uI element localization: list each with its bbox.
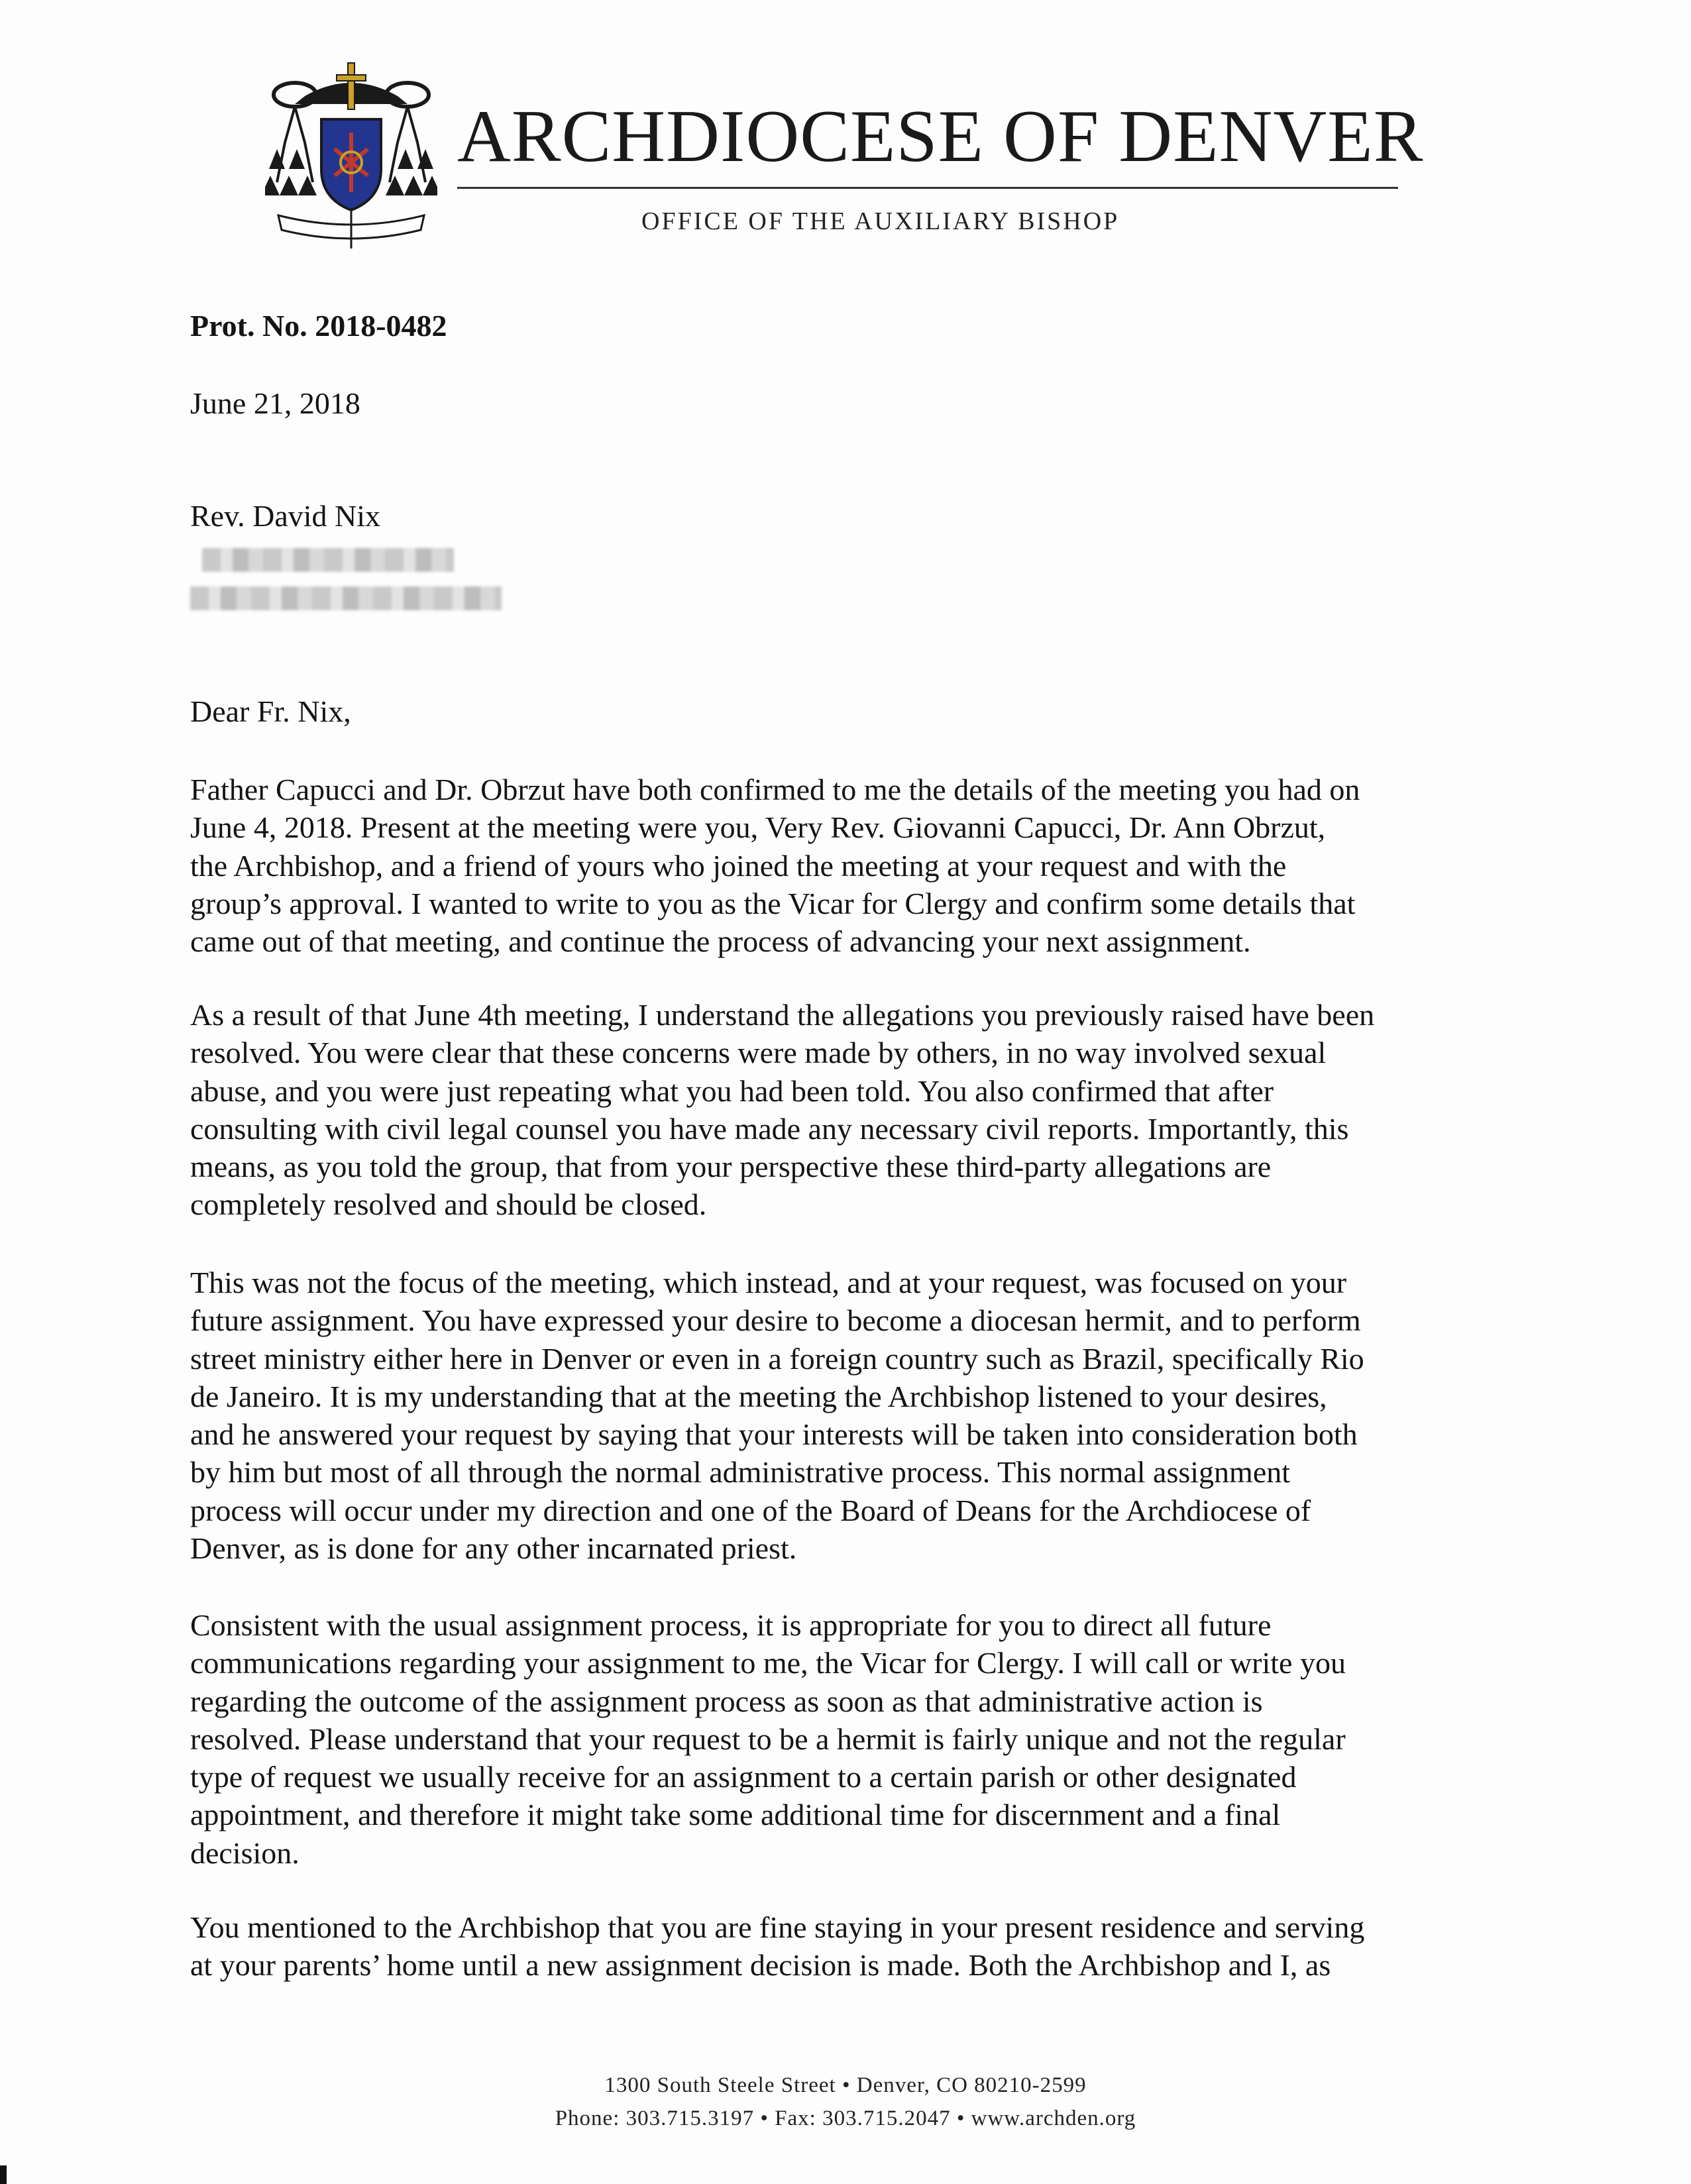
paragraph-line: process will occur under my direction and one of the Board of Deans for the Archdiocese of bbox=[190, 1493, 1311, 1527]
paragraph-line: resolved. You were clear that these concerns were made by others, in no way involved sexual bbox=[190, 1036, 1327, 1070]
paragraph-line: resolved. Please understand that your request to be a hermit is fairly unique and not the regular bbox=[190, 1721, 1346, 1756]
organization-name: ARCHDIOCESE OF DENVER bbox=[457, 95, 1424, 178]
recipient-name: Rev. David Nix bbox=[190, 499, 381, 533]
paragraph-line: future assignment. You have expressed your desire to become a diocesan hermit, and to perform bbox=[190, 1303, 1361, 1338]
paragraph-line: As a result of that June 4th meeting, I understand the allegations you previously raised have been bbox=[190, 998, 1375, 1032]
paragraph-line: You mentioned to the Archbishop that you are fine staying in your present residence and serving bbox=[190, 1910, 1365, 1944]
paragraph-line: This was not the focus of the meeting, which instead, and at your request, was focused on your bbox=[190, 1266, 1347, 1299]
paragraph bbox=[190, 996, 1374, 1224]
paragraph bbox=[190, 1264, 1364, 1567]
paragraph-line: Denver, as is done for any other incarnated priest. bbox=[190, 1531, 797, 1566]
paragraph-line: type of request we usually receive for an assignment to a certain parish or other designated bbox=[190, 1760, 1297, 1794]
protocol-number: Prot. No. 2018-0482 bbox=[190, 309, 447, 343]
paragraph bbox=[190, 1908, 1364, 1985]
redacted-line bbox=[190, 586, 502, 610]
scan-edge-mark bbox=[0, 2165, 7, 2184]
paragraph-line: decision. bbox=[190, 1835, 300, 1870]
paragraph-line: communications regarding your assignment to me, the Vicar for Clergy. I will call or write you bbox=[190, 1646, 1346, 1680]
footer-contact: Phone: 303.715.3197 • Fax: 303.715.2047 • www.archden.org bbox=[555, 2106, 1136, 2130]
paragraph-line: consulting with civil legal counsel you have made any necessary civil reports. Importantly, this bbox=[190, 1111, 1349, 1146]
redacted-address bbox=[190, 540, 508, 626]
paragraph bbox=[190, 1606, 1346, 1872]
letter-date: June 21, 2018 bbox=[190, 386, 360, 420]
office-name: OFFICE OF THE AUXILIARY BISHOP bbox=[641, 207, 1120, 235]
paragraph-line: Father Capucci and Dr. Obrzut have both confirmed to me the details of the meeting you had on bbox=[190, 773, 1360, 806]
paragraph-line: at your parents’ home until a new assignment decision is made. Both the Archbishop and I, as bbox=[190, 1948, 1331, 1983]
coat-of-arms-icon bbox=[265, 56, 437, 248]
paragraph-line: completely resolved and should be closed. bbox=[190, 1187, 707, 1222]
paragraph-line: means, as you told the group, that from your perspective these third-party allegations are bbox=[190, 1150, 1272, 1184]
paragraph bbox=[190, 771, 1360, 960]
paragraph-line: the Archbishop, and a friend of yours who joined the meeting at your request and with the bbox=[190, 848, 1287, 883]
footer-address: 1300 South Steele Street • Denver, CO 80210-2599 bbox=[604, 2073, 1087, 2097]
letterhead-divider bbox=[457, 187, 1398, 189]
paragraph-line: came out of that meeting, and continue the process of advancing your next assignment. bbox=[190, 924, 1251, 959]
paragraph-line: de Janeiro. It is my understanding that at the meeting the Archbishop listened to your desires, bbox=[190, 1379, 1327, 1413]
paragraph-line: June 4, 2018. Present at the meeting were you, Very Rev. Giovanni Capucci, Dr. Ann Obrzut, bbox=[190, 810, 1326, 845]
paragraph-line: group’s approval. I wanted to write to you as the Vicar for Clergy and confirm some details that bbox=[190, 886, 1356, 920]
paragraph-line: regarding the outcome of the assignment process as soon as that administrative action is bbox=[190, 1684, 1263, 1718]
paragraph-line: street ministry either here in Denver or even in a foreign country such as Brazil, specifically Rio bbox=[190, 1341, 1364, 1376]
redacted-line bbox=[202, 548, 454, 572]
paragraph-line: abuse, and you were just repeating what you had been told. You also confirmed that after bbox=[190, 1073, 1274, 1108]
paragraph-line: and he answered your request by saying that your interests will be taken into consideration both bbox=[190, 1417, 1358, 1452]
salutation: Dear Fr. Nix, bbox=[190, 694, 351, 728]
paragraph-line: by him but most of all through the normal administrative process. This normal assignment bbox=[190, 1455, 1291, 1490]
paragraph-line: Consistent with the usual assignment process, it is appropriate for you to direct all future bbox=[190, 1608, 1272, 1642]
paragraph-line: appointment, and therefore it might take some additional time for discernment and a final bbox=[190, 1798, 1281, 1832]
